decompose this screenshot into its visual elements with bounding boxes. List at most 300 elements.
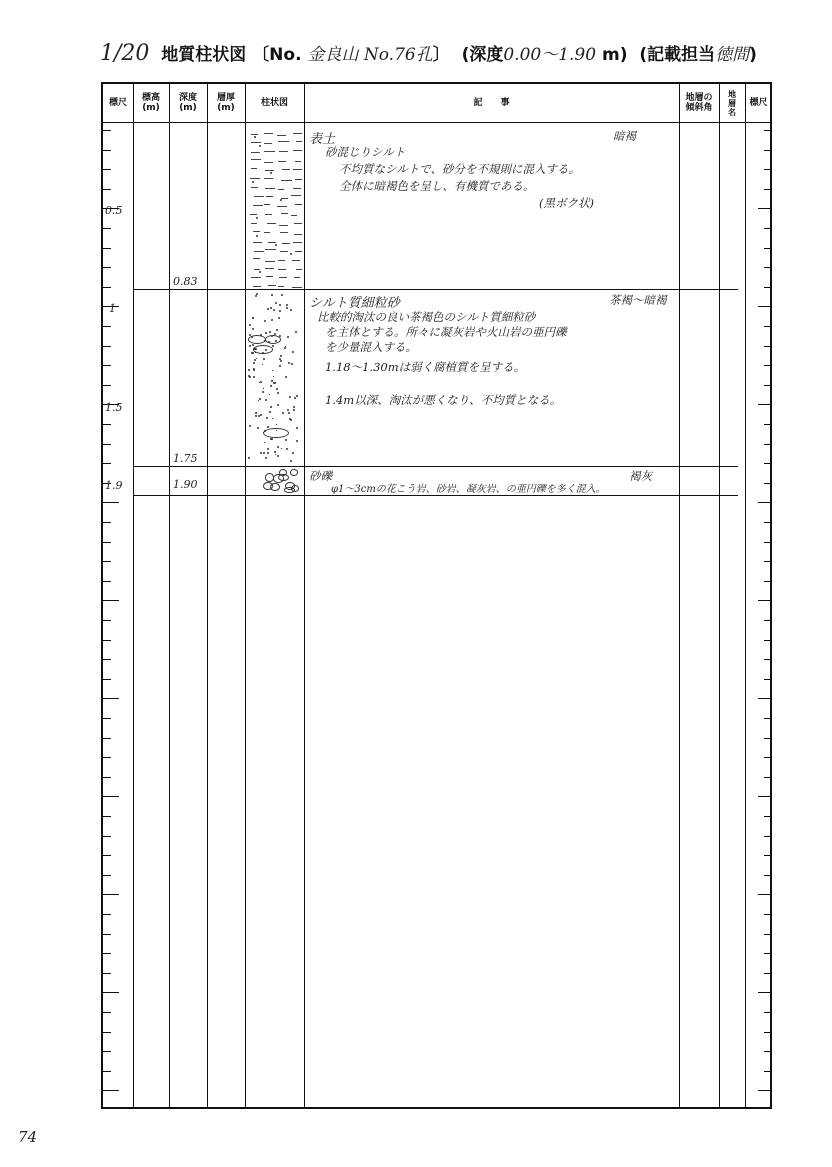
pattern-dash xyxy=(278,260,285,261)
pattern-dot xyxy=(277,404,279,406)
scale-tick-right xyxy=(764,267,772,268)
pattern-dot xyxy=(265,457,267,459)
layer-2-name: シルト質細粒砂 xyxy=(309,296,400,311)
col-line xyxy=(745,84,746,1107)
pattern-dash xyxy=(266,196,273,197)
pattern-dot xyxy=(279,365,281,367)
pattern-dot xyxy=(252,328,254,330)
header-column: 柱状図 xyxy=(260,98,288,108)
column-silt-pattern xyxy=(245,128,302,289)
boundary-1.90 xyxy=(133,495,738,496)
pattern-dash xyxy=(264,133,273,134)
scale-tick-right xyxy=(764,561,772,562)
scale-tick-left xyxy=(103,1032,111,1033)
pattern-dot xyxy=(277,392,279,394)
scale-tick-right xyxy=(764,816,772,817)
pattern-dot xyxy=(292,452,294,454)
pattern-dash xyxy=(265,268,274,269)
pattern-dot xyxy=(279,310,281,312)
pattern-dash xyxy=(256,412,257,413)
scale-tick-left xyxy=(103,894,119,895)
pattern-dash xyxy=(295,179,302,180)
pattern-dash xyxy=(268,285,276,286)
pattern-dash xyxy=(272,418,273,419)
pattern-dash xyxy=(264,232,270,233)
pattern-dash xyxy=(265,170,274,171)
pattern-dash xyxy=(253,258,261,259)
pattern-dash xyxy=(281,448,282,449)
pattern-dot xyxy=(255,415,257,417)
col-line xyxy=(133,84,134,1107)
pattern-dash xyxy=(251,159,262,160)
pattern-dot xyxy=(249,425,251,427)
log-table xyxy=(101,82,772,1109)
pattern-dot xyxy=(280,355,282,357)
pattern-dot xyxy=(296,395,298,397)
scale-tick-right xyxy=(764,738,772,739)
scale-tick-right xyxy=(758,404,772,405)
layer-2-note-2: 1.4m以深、淘汰が悪くなり、不均質となる。 xyxy=(325,393,562,407)
pattern-dot xyxy=(273,309,275,311)
pattern-dash xyxy=(293,242,302,243)
scale-label: 0.5 xyxy=(105,204,123,217)
boundary-0.83 xyxy=(133,289,738,290)
scale-tick-left xyxy=(103,365,111,366)
col-line xyxy=(679,84,680,1107)
scale-tick-right xyxy=(764,424,772,425)
pattern-dot xyxy=(281,294,283,296)
layer-2-line-2: を主体とする。所々に凝灰岩や火山岩の亜円礫 xyxy=(325,325,567,339)
layer-1-subname: 砂混じりシルト xyxy=(325,145,406,159)
layer-3-color: 褐灰 xyxy=(629,469,652,483)
pattern-pebble xyxy=(290,469,299,476)
pattern-dash xyxy=(266,276,273,277)
scale-tick-left xyxy=(103,757,111,758)
scale-tick-left xyxy=(103,875,111,876)
pattern-dash xyxy=(293,150,302,151)
scale-tick-right xyxy=(764,855,772,856)
pattern-dash xyxy=(272,370,273,371)
pattern-dot xyxy=(294,397,296,399)
pattern-dash xyxy=(293,133,302,134)
pattern-dash xyxy=(253,286,262,287)
scale-tick-right xyxy=(764,287,772,288)
pattern-dot xyxy=(286,304,288,306)
pattern-dash xyxy=(264,151,275,152)
scale-tick-left xyxy=(103,326,111,327)
pattern-dash xyxy=(253,205,263,206)
scale-tick-right xyxy=(764,522,772,523)
header-description: 記 事 xyxy=(473,98,510,108)
pattern-dash xyxy=(278,269,286,270)
pattern-dot xyxy=(295,331,297,333)
pattern-dot xyxy=(269,411,271,413)
scale-tick-left xyxy=(103,561,111,562)
scale-tick-right xyxy=(764,385,772,386)
scale-tick-left xyxy=(103,581,111,582)
pattern-dot xyxy=(290,460,292,462)
scale-tick-right xyxy=(758,600,772,601)
scale-tick-left xyxy=(103,973,111,974)
pattern-dash xyxy=(276,424,277,425)
pattern-dash xyxy=(281,213,288,214)
pattern-dot xyxy=(272,345,274,347)
boundary-1.75 xyxy=(133,466,738,467)
pattern-dot xyxy=(276,388,278,390)
scale-tick-right xyxy=(764,875,772,876)
pattern-dash xyxy=(291,215,297,216)
pattern-pebble xyxy=(273,474,284,482)
depth-value: 1.75 xyxy=(173,452,198,465)
scale-tick-left xyxy=(103,169,111,170)
pattern-dash xyxy=(263,388,264,389)
pattern-dot xyxy=(260,452,262,454)
scale-label: 1.9 xyxy=(105,479,123,492)
scale-tick-right xyxy=(764,444,772,445)
scale-tick-left xyxy=(103,698,119,699)
pattern-dot xyxy=(254,136,256,138)
pattern-dot xyxy=(290,309,292,311)
pattern-dash xyxy=(253,231,259,232)
layer-3-name: 砂礫 xyxy=(309,469,332,483)
pattern-dot xyxy=(280,199,282,201)
scale-tick-right xyxy=(758,306,772,307)
layer-1-color: 暗褐 xyxy=(613,129,636,143)
layer-1-line-1: 不均質なシルトで、砂分を不規則に混入する。 xyxy=(339,162,580,176)
scale-tick-left xyxy=(103,150,111,151)
pattern-dot xyxy=(278,317,280,319)
pattern-dot xyxy=(296,440,298,442)
pattern-dot xyxy=(259,271,261,273)
author-label: (記載担当 xyxy=(639,45,716,65)
scale-tick-left xyxy=(103,1071,111,1072)
pattern-dot xyxy=(249,324,251,326)
layer-2-line-1: 比較的淘汰の良い茶褐色のシルト質細粒砂 xyxy=(317,310,536,324)
pattern-dot xyxy=(252,352,254,354)
scale-tick-right xyxy=(764,130,772,131)
pattern-dot xyxy=(275,302,277,304)
pattern-dot xyxy=(266,417,268,419)
pattern-dash xyxy=(277,206,287,207)
pattern-dash xyxy=(281,198,288,199)
pattern-dot xyxy=(285,376,287,378)
depth-value: 1.90 xyxy=(173,478,198,491)
pattern-dash xyxy=(256,358,257,359)
scale-tick-left xyxy=(103,1012,111,1013)
scale-tick-left xyxy=(103,718,111,719)
pattern-dash xyxy=(273,376,274,377)
pattern-dash xyxy=(258,400,259,401)
layer-2-color: 茶褐〜暗褐 xyxy=(609,293,667,307)
scale-tick-right xyxy=(758,992,772,993)
pattern-dot xyxy=(290,419,292,421)
pattern-dot xyxy=(262,391,264,393)
pattern-dot xyxy=(248,457,250,459)
pattern-dash xyxy=(293,188,301,189)
header-formation: 地 層 名 xyxy=(728,89,736,117)
depth-prefix: (深度 xyxy=(461,45,504,65)
pattern-dot xyxy=(257,427,259,429)
scale-tick-right xyxy=(764,542,772,543)
pattern-dash xyxy=(282,169,290,170)
pattern-dash xyxy=(282,243,290,244)
pattern-dot xyxy=(270,385,272,387)
pattern-dash xyxy=(265,188,275,189)
title-no-open: 〔No. xyxy=(252,45,302,65)
scale-tick-right xyxy=(764,1051,772,1052)
pattern-dot xyxy=(287,336,289,338)
pattern-dash xyxy=(292,287,302,288)
pattern-dot xyxy=(267,308,269,310)
pattern-dot xyxy=(267,452,269,454)
pattern-dash xyxy=(270,406,271,407)
pattern-dash xyxy=(251,187,258,188)
header-elevation: 標高 (m) xyxy=(141,93,160,113)
scale-tick-right xyxy=(764,326,772,327)
scale-tick-right xyxy=(764,679,772,680)
pattern-dash xyxy=(253,242,261,243)
scale-tick-left xyxy=(103,816,111,817)
scale-tick-right xyxy=(758,502,772,503)
scale-tick-right xyxy=(764,953,772,954)
scale-tick-right xyxy=(764,581,772,582)
pattern-dash xyxy=(278,286,284,287)
scale-tick-left xyxy=(103,796,119,797)
scale-tick-left xyxy=(103,836,111,837)
pattern-dash xyxy=(294,234,302,235)
scale-tick-left xyxy=(103,659,111,660)
pattern-dash xyxy=(259,382,260,383)
scale-tick-left xyxy=(103,679,111,680)
scale-tick-right xyxy=(764,228,772,229)
pattern-dash xyxy=(275,454,276,455)
pattern-dot xyxy=(249,376,251,378)
author-close: ) xyxy=(749,45,757,65)
pattern-dot xyxy=(296,427,298,429)
pattern-dash xyxy=(251,168,257,169)
scale-tick-right xyxy=(764,620,772,621)
pattern-dot xyxy=(265,332,267,334)
pattern-dash xyxy=(268,242,276,243)
pattern-dash xyxy=(254,251,264,252)
pattern-dash xyxy=(251,152,260,153)
pattern-dash xyxy=(267,223,277,224)
scale-tick-right xyxy=(764,189,772,190)
scale-tick-left xyxy=(103,542,111,543)
pattern-dash xyxy=(254,269,260,270)
pattern-dot xyxy=(293,406,295,408)
scale-tick-right xyxy=(764,973,772,974)
pattern-dot xyxy=(271,438,273,440)
pattern-dash xyxy=(262,364,263,365)
pattern-dash xyxy=(251,134,258,135)
pattern-dash xyxy=(250,214,256,215)
pattern-dot xyxy=(248,369,250,371)
layer-2-note-1: 1.18〜1.30mは弱く腐植質を呈する。 xyxy=(325,360,526,374)
pattern-dot xyxy=(285,439,287,441)
pattern-dot xyxy=(277,446,279,448)
scale-tick-right xyxy=(764,718,772,719)
header-depth: 深度 (m) xyxy=(178,93,197,113)
scale-tick-right xyxy=(758,698,772,699)
scale-tick-right xyxy=(764,1012,772,1013)
pattern-dot xyxy=(271,380,273,382)
pattern-dash xyxy=(251,142,260,143)
pattern-dot xyxy=(284,347,286,349)
layer-2-line-3: を少量混入する。 xyxy=(325,340,417,354)
scale-tick-right xyxy=(764,150,772,151)
pattern-dash xyxy=(295,161,302,162)
pattern-dot xyxy=(282,412,284,414)
scale-tick-right xyxy=(764,365,772,366)
scale-tick-left xyxy=(103,1090,119,1091)
title-no-close: 〕 xyxy=(432,45,450,65)
scale-tick-right xyxy=(764,1071,772,1072)
pattern-dot xyxy=(263,358,265,360)
scale-tick-right xyxy=(758,208,772,209)
pattern-dot xyxy=(289,396,291,398)
pattern-dash xyxy=(250,178,260,179)
pattern-dash xyxy=(294,277,300,278)
pattern-dash xyxy=(293,169,302,170)
scale-tick-right xyxy=(764,1032,772,1033)
pattern-dot xyxy=(269,331,271,333)
pattern-dot xyxy=(270,307,272,309)
scale-tick-left xyxy=(103,1051,111,1052)
scale-tick-left xyxy=(103,228,111,229)
pattern-pebble xyxy=(265,335,281,344)
pattern-dash xyxy=(251,223,257,224)
pattern-dash xyxy=(296,269,302,270)
scale-tick-right xyxy=(764,777,772,778)
pattern-dot xyxy=(271,294,273,296)
pattern-dash xyxy=(295,251,302,252)
col-line xyxy=(207,84,208,1107)
pattern-dot xyxy=(277,455,279,457)
scale-tick-right xyxy=(764,934,772,935)
pattern-dot xyxy=(256,217,258,219)
pattern-dot xyxy=(279,304,281,306)
scale-label: 1.5 xyxy=(105,401,123,414)
scale-tick-right xyxy=(758,796,772,797)
author-name: 徳間 xyxy=(715,45,750,65)
pattern-dot xyxy=(259,398,261,400)
pattern-dash xyxy=(285,346,286,347)
site-name: 金良山 No.76孔 xyxy=(307,45,433,65)
pattern-dash xyxy=(280,232,288,233)
pattern-dash xyxy=(269,394,270,395)
pattern-dot xyxy=(265,399,267,401)
pattern-dot xyxy=(271,319,273,321)
header-thickness: 層厚 (m) xyxy=(216,93,235,113)
scale-tick-left xyxy=(103,287,111,288)
scale-tick-right xyxy=(764,169,772,170)
scale-tick-left xyxy=(103,463,111,464)
pattern-dot xyxy=(256,235,258,237)
scale-tick-left xyxy=(103,914,111,915)
header-scale-left: 標尺 xyxy=(108,98,127,108)
pattern-dot xyxy=(286,448,288,450)
col-line xyxy=(304,84,305,1107)
pattern-dash xyxy=(278,189,284,190)
scale-tick-left xyxy=(103,267,111,268)
pattern-dash xyxy=(295,204,302,205)
depth-unit: m) xyxy=(601,45,628,65)
pattern-dot xyxy=(275,244,277,246)
pattern-dot xyxy=(253,362,255,364)
pattern-dash xyxy=(279,225,289,226)
header-dip: 地層の 傾斜角 xyxy=(685,93,713,113)
pattern-dot xyxy=(276,329,278,331)
scale-tick-left xyxy=(103,346,111,347)
pattern-dot xyxy=(260,414,262,416)
pattern-dash xyxy=(278,141,289,142)
scale-tick-right xyxy=(764,914,772,915)
depth-range: 0.00〜1.90 xyxy=(503,45,597,65)
pattern-dash xyxy=(265,214,272,215)
pattern-dot xyxy=(253,376,255,378)
pattern-dot xyxy=(293,409,295,411)
scale-tick-left xyxy=(103,424,111,425)
column-sand-pattern xyxy=(245,290,302,466)
pattern-dash xyxy=(251,277,261,278)
col-line xyxy=(169,84,170,1107)
scale-label: 1 xyxy=(109,302,116,315)
scale-tick-left xyxy=(103,640,111,641)
pattern-dash xyxy=(279,151,288,152)
layer-3-line-1: φ1〜3cmの花こう岩、砂岩、凝灰岩、の亜円礫を多く混入。 xyxy=(331,484,606,495)
pattern-dot xyxy=(290,253,292,255)
pattern-dash xyxy=(265,261,274,262)
page-title xyxy=(100,40,757,66)
pattern-pebble xyxy=(248,335,266,344)
pattern-pebble xyxy=(263,482,273,490)
header-divider xyxy=(103,122,770,123)
depth-value: 0.83 xyxy=(173,275,198,288)
pattern-dash xyxy=(294,223,302,224)
pattern-dot xyxy=(267,426,269,428)
pattern-dot xyxy=(292,351,294,353)
page-number: 74 xyxy=(18,1128,38,1146)
scale-tick-left xyxy=(103,620,111,621)
scale-tick-left xyxy=(103,189,111,190)
pattern-pebble xyxy=(253,345,273,354)
pattern-dot xyxy=(263,452,265,454)
pattern-dash xyxy=(296,141,302,142)
scale-tick-left xyxy=(103,953,111,954)
pattern-dot xyxy=(267,448,269,450)
pattern-dot xyxy=(288,362,290,364)
scale-tick-left xyxy=(103,385,111,386)
scale-tick-left xyxy=(103,738,111,739)
scale-tick-right xyxy=(764,757,772,758)
pattern-dot xyxy=(249,345,251,347)
title-heading: 地質柱状図 xyxy=(161,45,247,65)
pattern-dash xyxy=(278,161,286,162)
scale-tick-right xyxy=(764,463,772,464)
scale-tick-left xyxy=(103,130,111,131)
column-gravel-pattern xyxy=(245,467,302,495)
pattern-dot xyxy=(264,320,266,322)
pattern-dash xyxy=(281,180,292,181)
pattern-dash xyxy=(264,162,272,163)
scale-tick-left xyxy=(103,502,119,503)
scale-tick-left xyxy=(103,600,119,601)
pattern-dot xyxy=(252,317,254,319)
pattern-dash xyxy=(291,195,301,196)
pattern-dot xyxy=(252,181,254,183)
pattern-dash xyxy=(264,143,272,144)
